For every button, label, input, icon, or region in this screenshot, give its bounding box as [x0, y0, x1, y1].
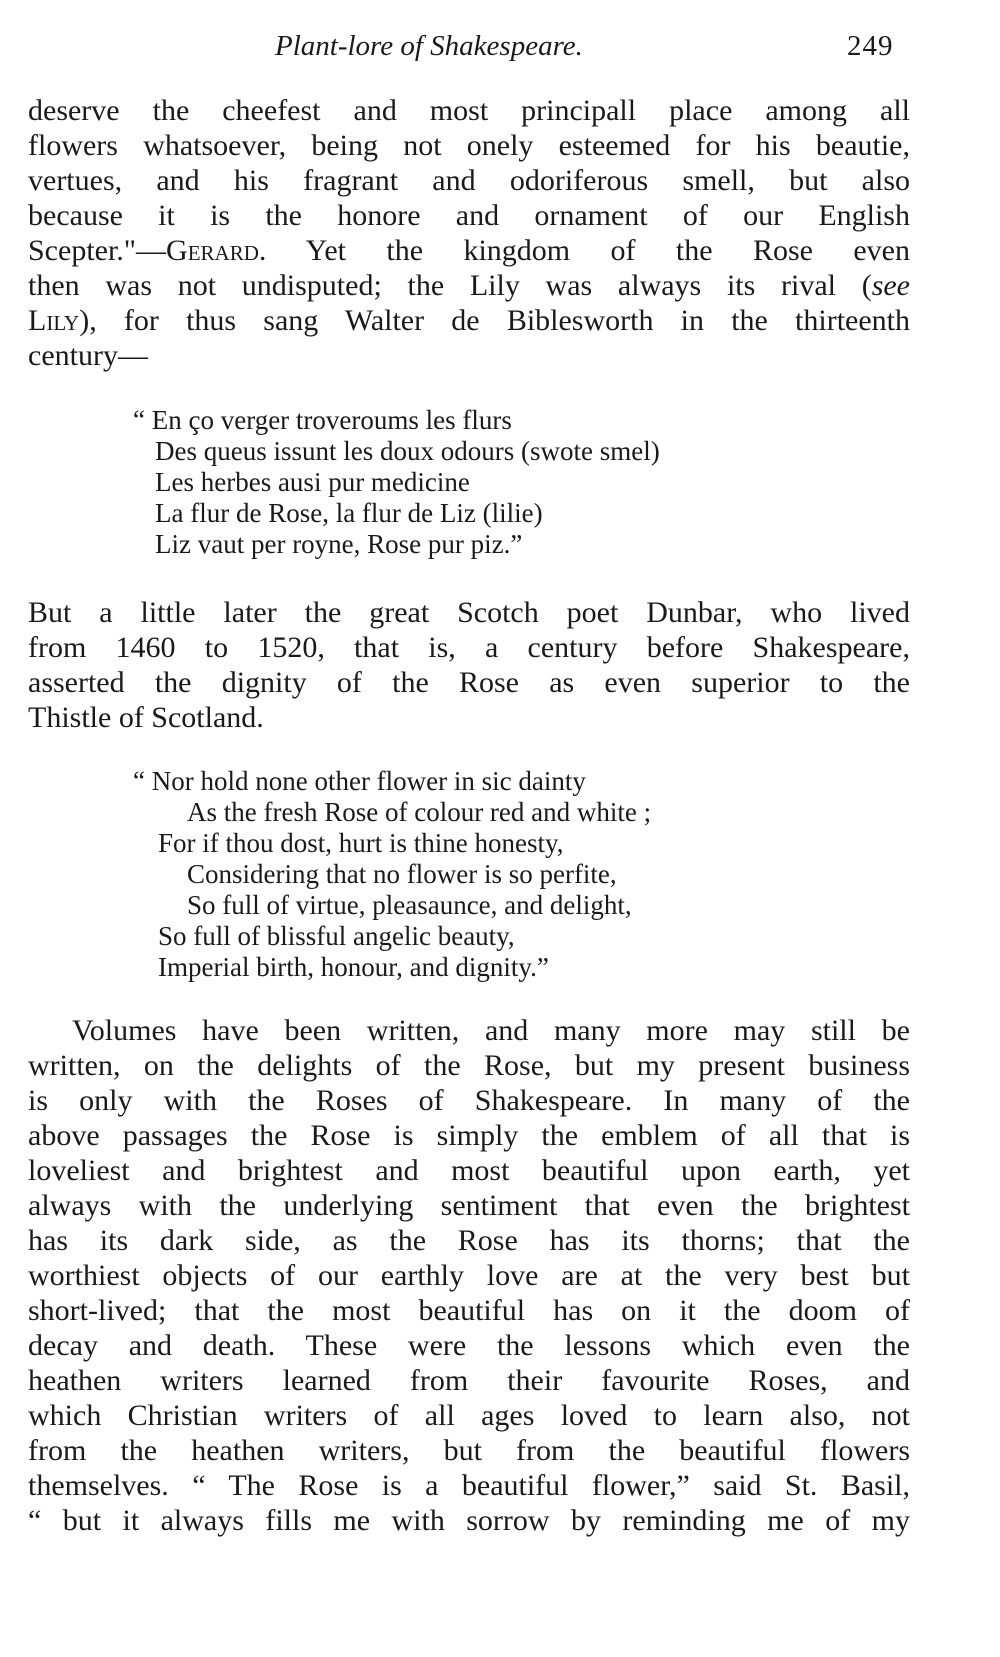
text-line: “ but it always fills me with sorrow by reminding me of my [28, 1504, 910, 1537]
verse-line: “ Nor hold none other flower in sic dainty [133, 766, 586, 796]
text-line: from 1460 to 1520, that is, a century before Shakespeare, [28, 631, 910, 664]
verse-line: Des queus issunt les doux odours (swote smel) [155, 436, 660, 466]
text-line: century— [28, 339, 148, 372]
text-line: flowers whatsoever, being not onely esteemed for his beautie, [28, 129, 910, 162]
text-line: Thistle of Scotland. [28, 701, 264, 734]
text-line: is only with the Roses of Shakespeare. In many of the [28, 1084, 910, 1117]
cross-reference: Lily [28, 304, 80, 337]
text-line: loveliest and brightest and most beautiful upon earth, yet [28, 1154, 910, 1187]
text-line [28, 268, 910, 303]
text-line: written, on the delights of the Rose, but my present business [28, 1049, 910, 1082]
see-reference: see [871, 269, 910, 302]
text-line [28, 233, 910, 268]
text-line: above passages the Rose is simply the emblem of all that is [28, 1119, 910, 1152]
text-line: But a little later the great Scotch poet Dunbar, who lived [28, 596, 910, 629]
text-line: vertues, and his fragrant and odoriferous smell, but also [28, 164, 910, 197]
verse-line: Considering that no flower is so perfite, [187, 859, 617, 889]
verse-line: Imperial birth, honour, and dignity.” [158, 952, 549, 982]
text-line: heathen writers learned from their favourite Roses, and [28, 1364, 910, 1397]
text-line: always with the underlying sentiment that even the brightest [28, 1189, 910, 1222]
text: Scepter."— [28, 234, 167, 267]
text-line: decay and death. These were the lessons which even the [28, 1329, 910, 1362]
text-line: short-lived; that the most beautiful has on it the doom of [28, 1294, 910, 1327]
text-line: from the heathen writers, but from the beautiful flowers [28, 1434, 910, 1467]
text-line: Volumes have been written, and many more may still be [72, 1014, 910, 1047]
verse-line: Liz vaut per royne, Rose pur piz.” [155, 529, 523, 559]
text-line: which Christian writers of all ages loved to learn also, not [28, 1399, 910, 1432]
text-line: asserted the dignity of the Rose as even superior to the [28, 666, 910, 699]
verse-line: Les herbes ausi pur medicine [155, 467, 470, 497]
text: Yet the kingdom of the Rose even [266, 234, 910, 267]
text-line: has its dark side, as the Rose has its thorns; that the [28, 1224, 910, 1257]
text-line: themselves. “ The Rose is a beautiful flower,” said St. Basil, [28, 1469, 910, 1502]
text-line [28, 303, 910, 338]
author-citation: Gerard. [166, 234, 267, 267]
verse-line: As the fresh Rose of colour red and white ; [187, 797, 652, 827]
verse-line: So full of virtue, pleasaunce, and delight, [187, 890, 632, 920]
verse-line: La flur de Rose, la flur de Liz (lilie) [155, 498, 543, 528]
text: ), for thus sang Walter de Biblesworth in the thirteenth [79, 304, 910, 337]
verse-line: For if thou dost, hurt is thine honesty, [158, 828, 564, 858]
text-line: worthiest objects of our earthly love are at the very best but [28, 1259, 910, 1292]
text-line: because it is the honore and ornament of our English [28, 199, 910, 232]
text-line: deserve the cheefest and most principall place among all [28, 94, 910, 127]
verse-line: So full of blissful angelic beauty, [158, 921, 515, 951]
page-number: 249 [847, 30, 894, 62]
verse-line: “ En ço verger troveroums les flurs [133, 405, 512, 435]
text: then was not undisputed; the Lily was always its rival ( [28, 269, 872, 302]
running-title: Plant-lore of Shakespeare. [275, 30, 583, 62]
